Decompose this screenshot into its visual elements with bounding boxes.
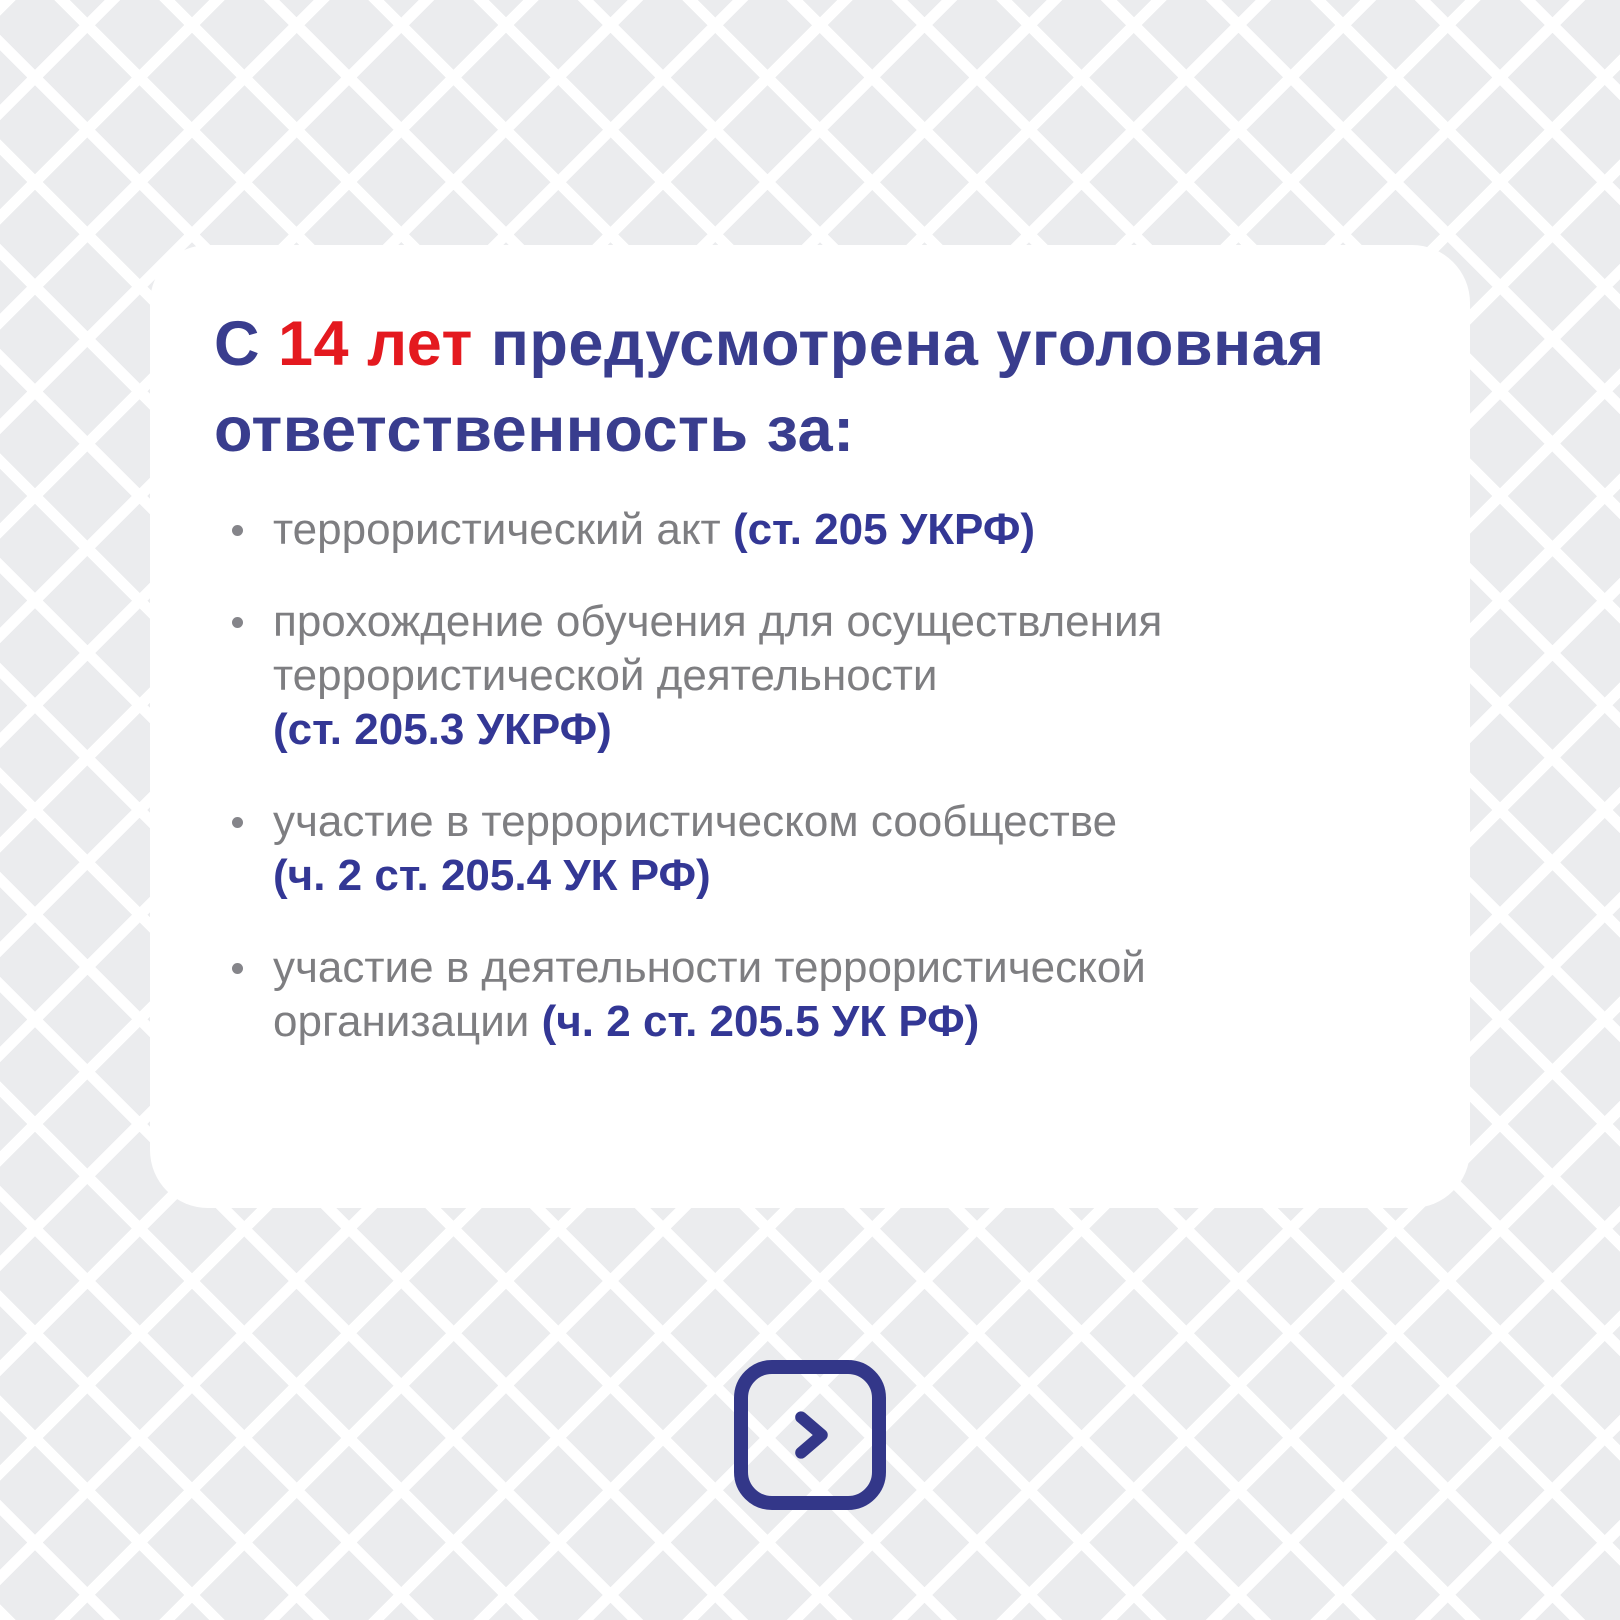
next-button[interactable] — [734, 1360, 886, 1510]
page-title — [214, 301, 1406, 473]
list-item — [214, 503, 1406, 557]
title-lead: С — [214, 309, 260, 379]
bullet-text-segment: участие в деятельности террористической организации — [273, 943, 1146, 1046]
chevron-right-icon — [773, 1398, 847, 1472]
list-item — [214, 795, 1406, 903]
title-highlight: 14 лет — [278, 309, 473, 379]
bullet-text-segment: участие в террористическом сообществе — [273, 797, 1118, 846]
bullet-dot-icon — [232, 817, 243, 828]
bullet-dot-icon — [232, 525, 243, 536]
title-line2: ответственность за: — [214, 395, 855, 465]
title-line1-rest: предусмотрена уголовная — [490, 309, 1325, 379]
statute-reference: (ст. 205.3 УКРФ) — [273, 705, 612, 754]
bullet-dot-icon — [232, 963, 243, 974]
list-item — [214, 941, 1406, 1049]
bullet-list — [214, 503, 1406, 1049]
bullet-text-segment: террористический акт — [273, 505, 733, 554]
bullet-text — [273, 941, 1406, 1049]
bullet-dot-icon — [232, 617, 243, 628]
bullet-text — [273, 595, 1406, 757]
statute-reference: (ст. 205 УКРФ) — [732, 505, 1036, 554]
bullet-text-segment: прохождение обучения для осуществления террористической деятельности — [273, 597, 1163, 700]
content-card — [150, 245, 1470, 1208]
list-item — [214, 595, 1406, 757]
statute-reference: (ч. 2 ст. 205.5 УК РФ) — [541, 997, 980, 1046]
bullet-text — [273, 795, 1406, 903]
bullet-text — [273, 503, 1406, 557]
statute-reference: (ч. 2 ст. 205.4 УК РФ) — [273, 851, 711, 900]
